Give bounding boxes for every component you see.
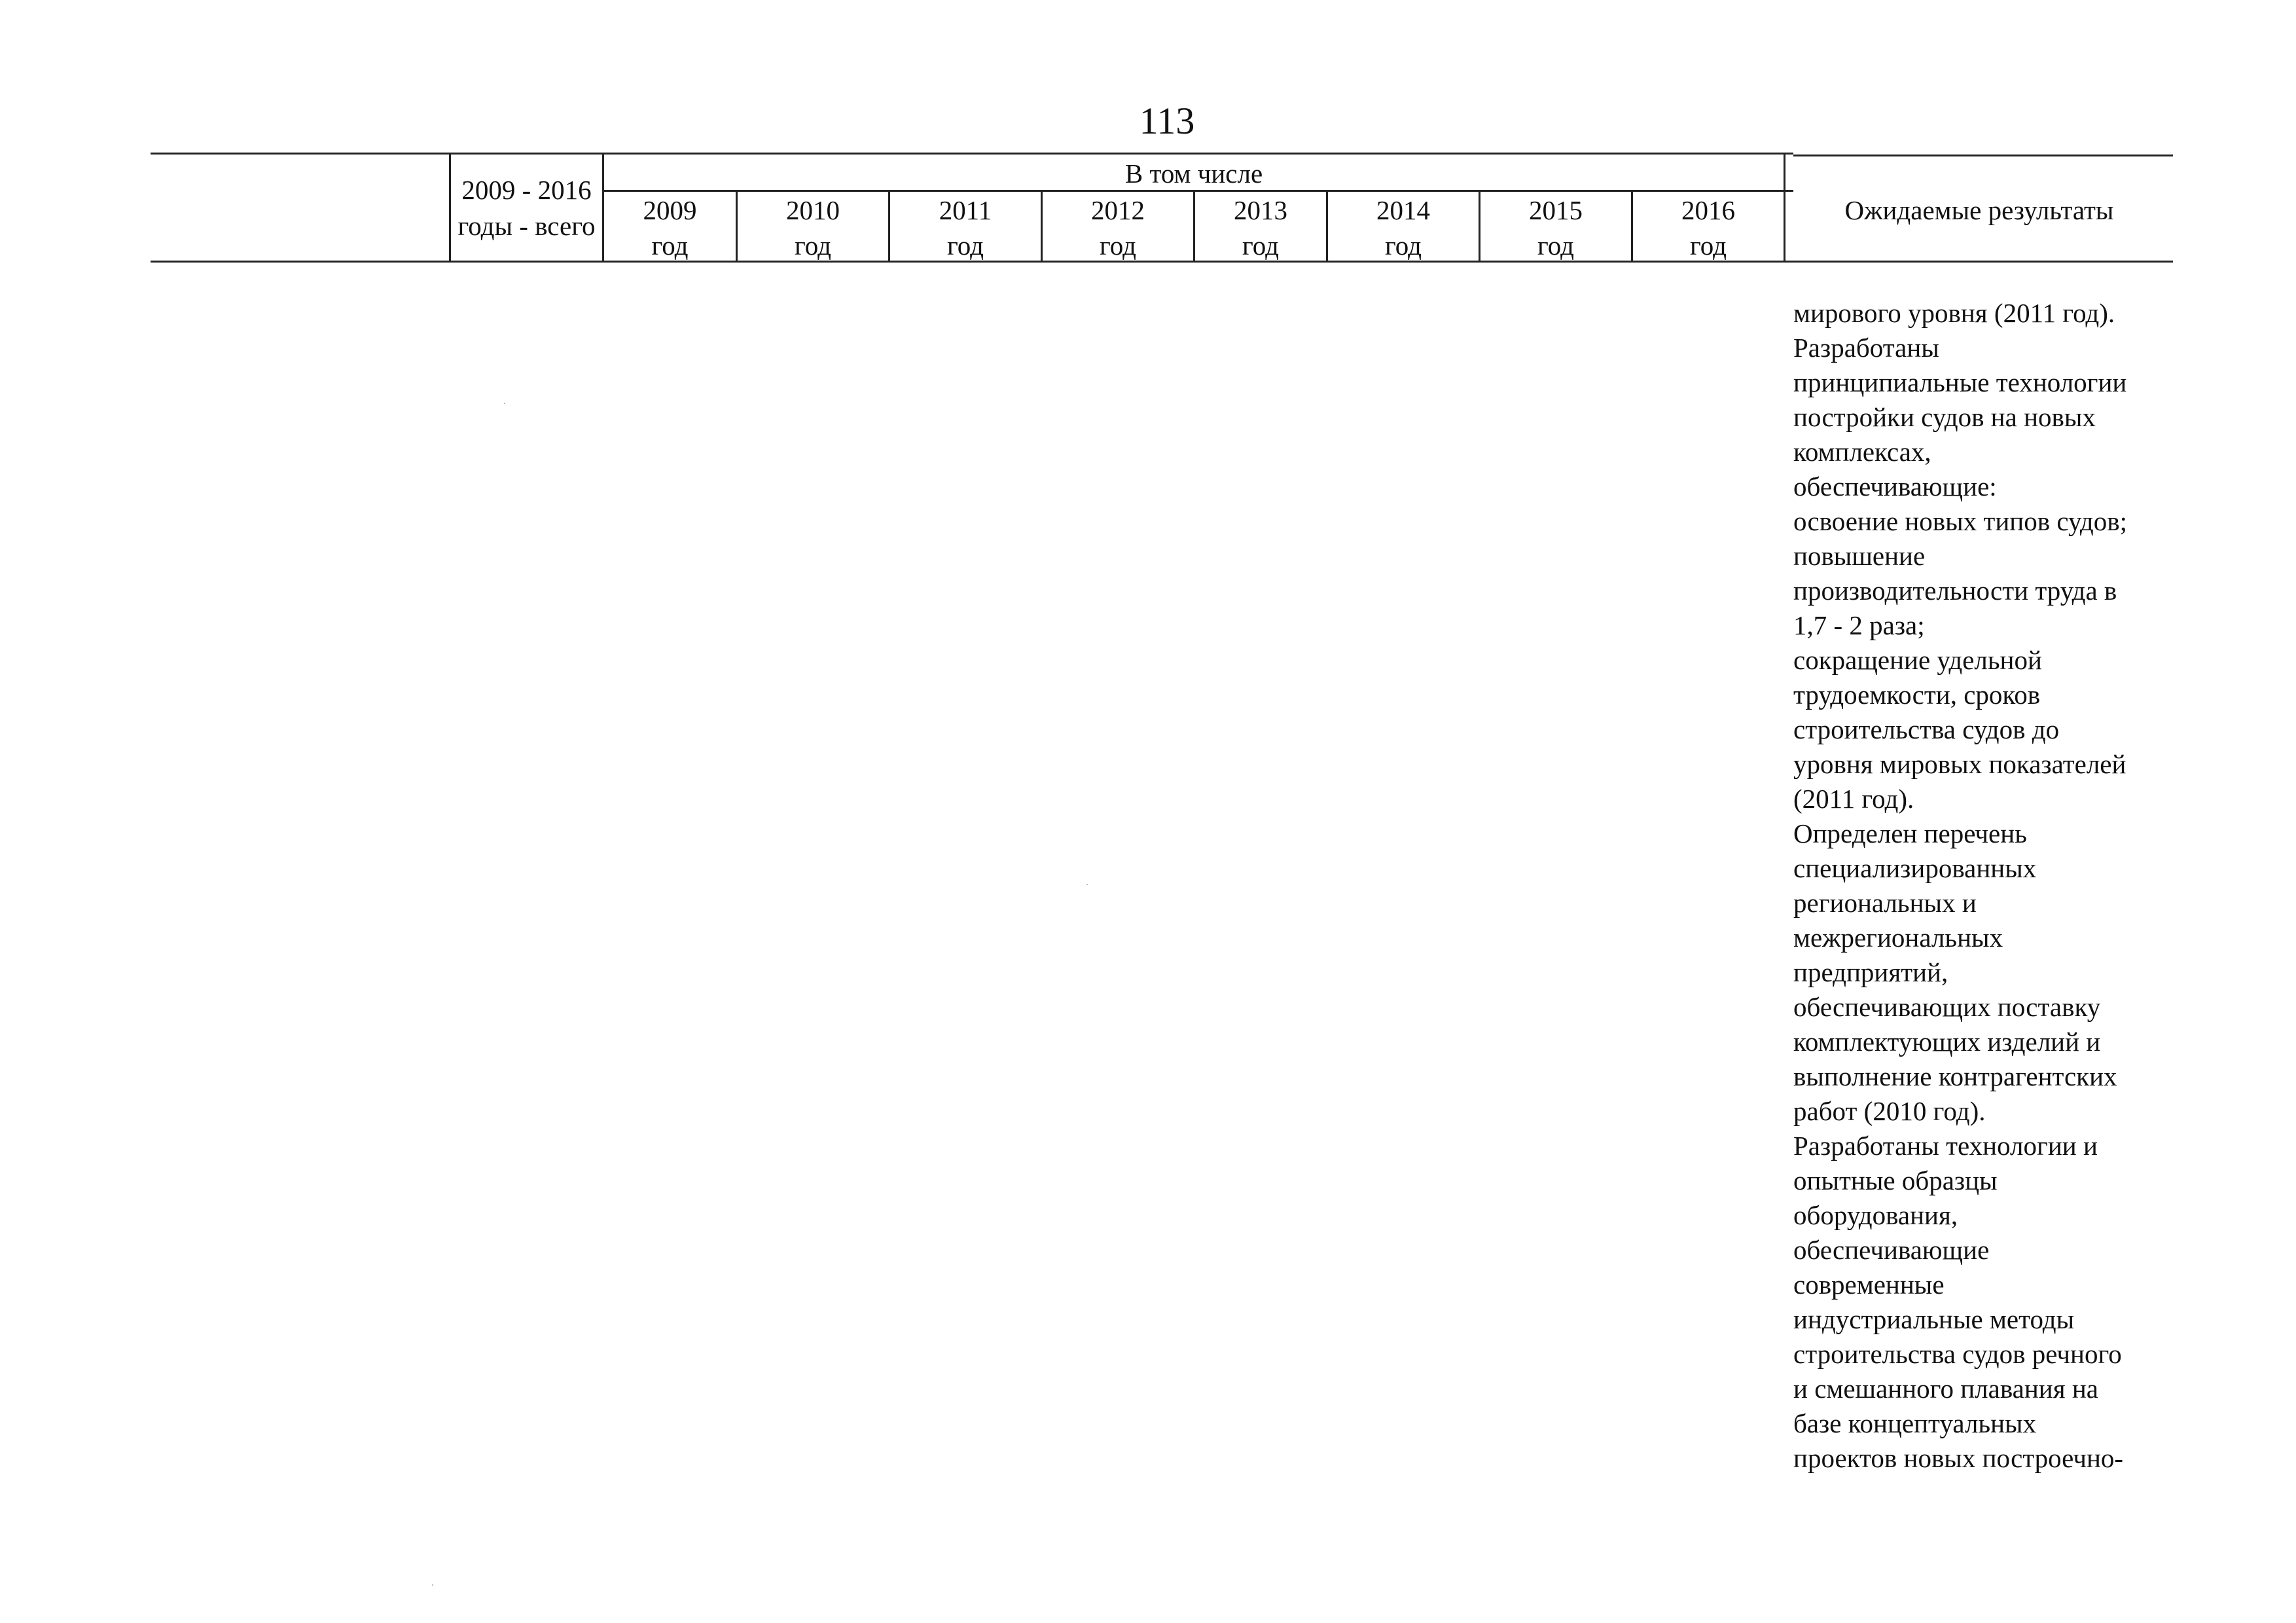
year-2014-unit: год	[1385, 230, 1422, 261]
results-line: опытные образцы	[1793, 1165, 1998, 1195]
results-line: специализированных	[1793, 853, 2037, 883]
results-line: обеспечивающие	[1793, 1235, 1990, 1265]
year-2016-unit: год	[1690, 230, 1727, 261]
results-line: региональных и	[1793, 888, 1977, 918]
page-number: 113	[1139, 100, 1195, 142]
header-top-border-left	[151, 153, 1793, 155]
expected-results-text	[1793, 296, 2251, 1476]
results-line: постройки судов на новых	[1793, 402, 2096, 432]
year-2015-label: 2015	[1529, 195, 1583, 225]
results-line: повышение	[1793, 541, 1926, 571]
year-2012-label: 2012	[1091, 195, 1145, 225]
results-line: оборудования,	[1793, 1200, 1958, 1230]
results-line: производительности труда в	[1793, 575, 2117, 606]
year-2015-unit: год	[1537, 230, 1574, 261]
group-label: В том числе	[1124, 158, 1263, 189]
year-2014-label: 2014	[1376, 195, 1430, 225]
scan-speck	[1086, 884, 1088, 885]
results-line: 1,7 - 2 раза;	[1793, 610, 1925, 640]
year-2012-unit: год	[1100, 230, 1136, 261]
results-header: Ожидаемые результаты	[1844, 195, 2114, 225]
results-line: строительства судов речного	[1793, 1339, 2122, 1369]
results-line: выполнение контрагентских	[1793, 1061, 2117, 1091]
results-line: трудоемкости, сроков	[1793, 680, 2041, 710]
results-line: Разработаны технологии и	[1793, 1131, 2098, 1161]
year-2013-unit: год	[1242, 230, 1279, 261]
results-line: строительства судов до	[1793, 714, 2060, 744]
scan-speck	[504, 403, 505, 404]
col-divider-total-left	[449, 153, 451, 263]
results-line: (2011 год).	[1793, 784, 1914, 814]
results-line: освоение новых типов судов;	[1793, 506, 2128, 536]
total-label-line1: 2009 - 2016	[461, 175, 592, 205]
results-line: межрегиональных	[1793, 922, 2003, 953]
results-line: проектов новых построечно-	[1793, 1443, 2124, 1473]
results-line: мирового уровня (2011 год).	[1793, 298, 2115, 328]
results-line: комплектующих изделий и	[1793, 1027, 2101, 1057]
year-2010-label: 2010	[786, 195, 840, 225]
results-line: комплексах,	[1793, 437, 1931, 467]
year-2011-unit: год	[947, 230, 984, 261]
results-line: и смешанного плавания на	[1793, 1374, 2098, 1404]
results-line: обеспечивающие:	[1793, 471, 1997, 501]
subheader-divider	[602, 190, 1793, 192]
results-line: Разработаны	[1793, 333, 1939, 363]
year-2009-label: 2009	[643, 195, 697, 225]
results-line: сокращение удельной	[1793, 645, 2042, 675]
results-line: индустриальные методы	[1793, 1304, 2075, 1334]
results-line: принципиальные технологии	[1793, 367, 2127, 397]
results-line: Определен перечень	[1793, 818, 2027, 848]
year-2016-label: 2016	[1681, 195, 1735, 225]
results-line: предприятий,	[1793, 957, 1948, 987]
year-2010-unit: год	[795, 230, 831, 261]
scan-speck	[432, 1584, 433, 1586]
total-label-line2: годы - всего	[457, 211, 596, 241]
results-line: обеспечивающих поставку	[1793, 992, 2101, 1022]
results-line: базе концептуальных	[1793, 1408, 2037, 1438]
header-top-border-right	[1793, 155, 2173, 156]
results-line: уровня мировых показателей	[1793, 749, 2126, 779]
year-2009-unit: год	[651, 230, 689, 261]
results-line: современные	[1793, 1269, 1945, 1300]
year-2013-label: 2013	[1234, 195, 1287, 225]
results-line: работ (2010 год).	[1793, 1096, 1986, 1126]
year-2011-label: 2011	[939, 195, 992, 225]
